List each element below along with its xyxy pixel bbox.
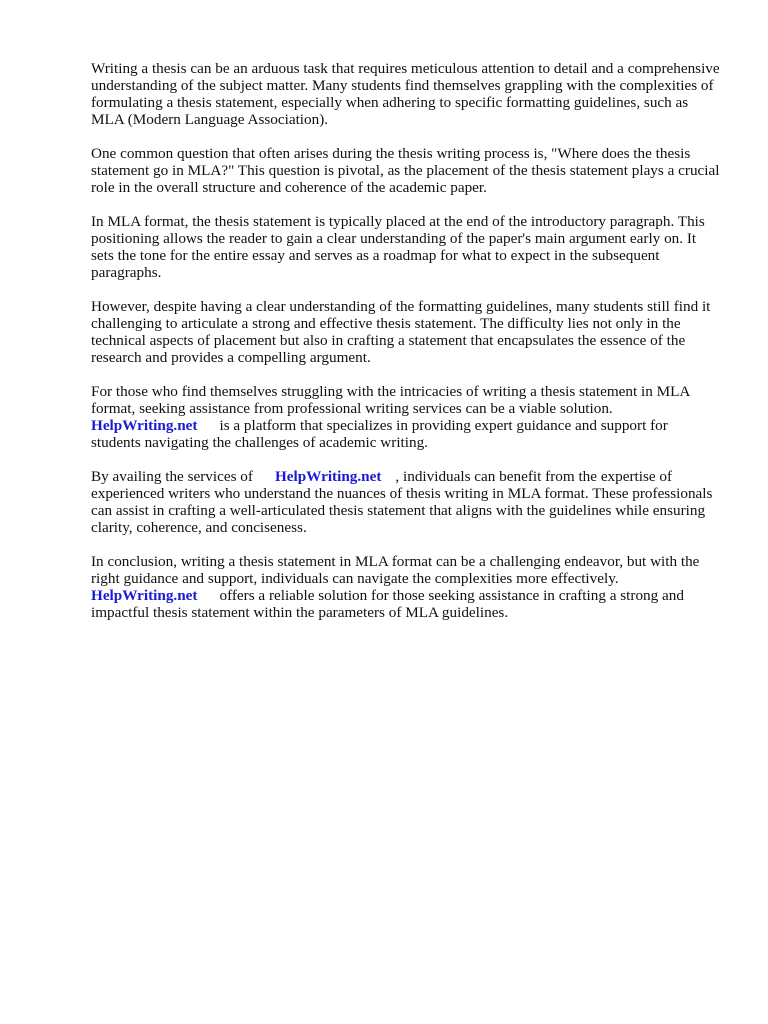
paragraph-intro: Writing a thesis can be an arduous task that requires meticulous attention to detail and a comprehensive understanding of the subject matter. Many students find themselves grappling with the complexities of formulating a thesis statement, especially when adhering to specific formatting guidelines, such as MLA (Modern Language Association). [91, 60, 720, 128]
helpwriting-link[interactable]: HelpWriting.net [274, 468, 382, 485]
paragraph-conclusion [91, 553, 721, 621]
document-body [91, 60, 721, 638]
helpwriting-link[interactable]: HelpWriting.net [91, 417, 198, 434]
paragraph-services [91, 468, 721, 536]
paragraph-services-text-after: , individuals can benefit from the expertise of experienced writers who understand the nuances of thesis writing in MLA format. These professionals can assist in crafting a well-articulated thesis statement that aligns with the guidelines while ensuring clarity, coherence, and conciseness. [91, 468, 713, 536]
paragraph-assistance [91, 383, 721, 451]
paragraph-assistance-text-after: is a platform that specializes in providing expert guidance and support for students navigating the challenges of academic writing. [91, 417, 668, 451]
paragraph-challenge: However, despite having a clear understanding of the formatting guidelines, many students still find it challenging to articulate a strong and effective thesis statement. The difficulty lies not only in the technical aspects of placement but also in crafting a statement that encapsulates the essence of the research and provides a compelling argument. [91, 298, 711, 366]
paragraph-assistance-text-before: For those who find themselves struggling with the intricacies of writing a thesis statement in MLA format, seeking assistance from professional writing services can be a viable solution. [91, 383, 690, 417]
paragraph-placement: In MLA format, the thesis statement is typically placed at the end of the introductory paragraph. This positioning allows the reader to gain a clear understanding of the paper's main argument early on. It sets the tone for the entire essay and serves as a roadmap for what to expect in the subsequent paragraphs. [91, 213, 705, 281]
paragraph-conclusion-text-before: In conclusion, writing a thesis statement in MLA format can be a challenging endeavor, but with the right guidance and support, individuals can navigate the complexities more effectively. [91, 553, 700, 587]
paragraph-conclusion-text-after: offers a reliable solution for those seeking assistance in crafting a strong and impactful thesis statement within the parameters of MLA guidelines. [91, 587, 684, 621]
paragraph-services-text-before: By availing the services of [91, 468, 253, 485]
paragraph-question: One common question that often arises during the thesis writing process is, "Where does the thesis statement go in MLA?" This question is pivotal, as the placement of the thesis statement plays a crucial role in the overall structure and coherence of the academic paper. [91, 145, 720, 196]
helpwriting-link[interactable]: HelpWriting.net [91, 587, 198, 604]
